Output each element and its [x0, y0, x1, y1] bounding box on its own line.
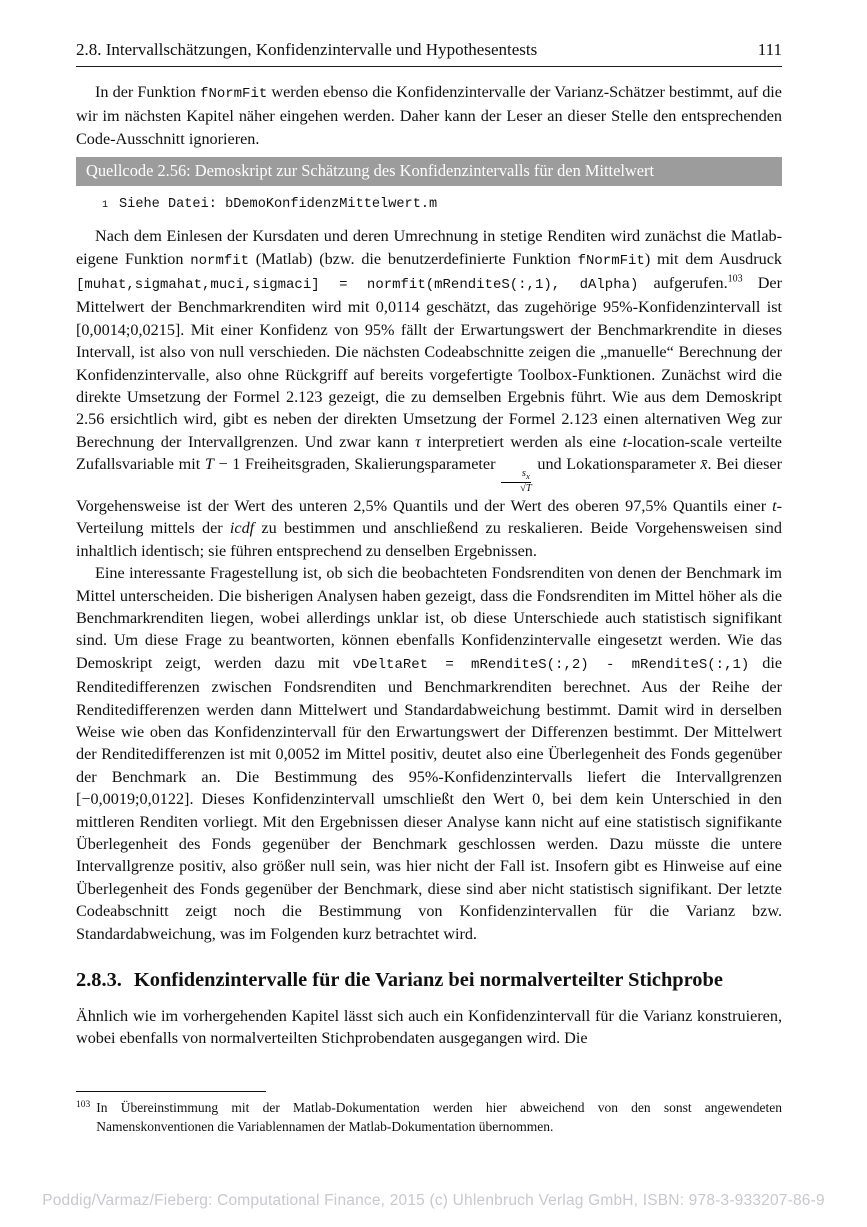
chapter-title: 2.8. Intervallschätzungen, Konfidenzintervalle und Hypothesentests	[76, 40, 538, 59]
code-caption: Quellcode 2.56: Demoskript zur Schätzung des Konfidenzintervalls für den Mittelwert	[86, 161, 655, 181]
section-title: Konfidenzintervalle für die Varianz bei normalverteilter Stichprobe	[133, 969, 723, 992]
page-footer-credit: Poddig/Varmaz/Fieberg: Computational Finance, 2015 (c) Uhlenbruch Verlag GmbH, ISBN: 978-3-933207-86-9	[42, 1192, 825, 1209]
fraction-scale-parameter: $\frac{s_x}{√T}$	[500, 468, 533, 495]
footnote	[76, 1091, 782, 1136]
code-listing	[102, 197, 782, 212]
running-header	[76, 40, 782, 67]
section-heading	[76, 969, 782, 992]
footnote-rule	[76, 1091, 266, 1092]
page-number: 111	[757, 40, 782, 59]
code-line-number: 1	[102, 200, 109, 212]
code-line: Siehe Datei: bDemoKonfidenzMittelwert.m	[119, 197, 438, 213]
paragraph-variance-intro: Ähnlich wie im vorhergehenden Kapitel lässt sich auch ein Konfidenzintervall für die Varianz konstruieren, wobei ebenfalls von normalverteilten Stichprobendaten ausgegangen wird. Die	[76, 1007, 782, 1048]
section-number: 2.8.3.	[76, 969, 122, 992]
paragraph-return-differences: Eine interessante Fragestellung ist, ob sich die beobachteten Fondsrenditen von denen der Benchmark im Mittel unterscheiden. Die bisherigen Analysen haben gezeigt, dass die Fondsrenditen im Mittel höher als die Benchmarkrenditen liegen, wobei allerdings unklar ist, ob diese Unterschiede auch statistisch signifikant sind. Um diese Frage zu beantworten, können ebenfalls Konfidenzintervalle eingesetzt werden. Wie das Demoskript zeigt, werden dazu mit vDeltaRet = mRenditeS(:,2) - mRenditeS(:,1) die Renditedifferenzen zwischen Fondsrenditen und Benchmarkrenditen berechnet. Aus der Reihe der Renditedifferenzen werden dann Mittelwert und Standardabweichung bestimmt. Damit wird in derselben Weise wie oben das Konfidenzintervall für den Erwartungswert der Differenzen bestimmt. Der Mittelwert der Renditedifferenzen ist mit 0,0052 im Mittel positiv, deutet also eine Überlegenheit des Fonds gegenüber der Benchmark an. Die Bestimmung des 95%-Konfidenzintervalls liefert die Intervallgrenzen [−0,0019;0,0122]. Dieses Konfidenzintervall umschließt den Wert 0, bei dem kein Unterschied in den mittleren Renditen vorliegt. Mit den Ergebnissen dieser Analyse kann nicht auf eine statistisch signifikante Überlegenheit des Fonds gegenüber der Benchmark geschlossen werden. Dazu müsste die untere Intervallgrenze positiv, also größer null sein, was hier nicht der Fall ist. Insofern gibt es Hinweise auf eine Überlegenheit des Fonds gegenüber der Benchmark, diese sind aber nicht statistisch signifikant. Der letzte Codeabschnitt zeigt noch die Bestimmung von Konfidenzintervallen für die Varianz bzw. Standardabweichung, was im Folgenden kurz betrachtet wird.	[76, 564, 782, 943]
code-caption-banner	[76, 157, 782, 186]
paragraph-mean-estimation: Nach dem Einlesen der Kursdaten und deren Umrechnung in stetige Renditen wird zunächst die Matlab-eigene Funktion normfit (Matlab) (bzw. die benutzerdefinierte Funktion fNormFit) mit dem Ausdruck [muhat,sigmahat,muci,sigmaci] = normfit(mRenditeS(:,1), dAlpha) aufgerufen.$^{103}$ Der Mittelwert der Benchmarkrenditen wird mit 0,0114 geschätzt, das zugehörige 95%-Konfidenzintervall ist [0,0014;0,0215]. Mit einer Konfidenz von 95% fällt der Erwartungswert der Benchmarkrendite in dieses Intervall, ist also von null verschieden. Die nächsten Codeabschnitte zeigen die „manuelle“ Berechnung der Konfidenzintervalle, also ohne Rückgriff auf bereits vorgefertigte Toolbox-Funktionen. Zunächst wird die direkte Umsetzung der Formel 2.123 gezeigt, die zu demselben Ergebnis führt. Wie aus dem Demoskript 2.56 ersichtlich wird, gibt es neben der direkten Umsetzung der Formel 2.123 einen alternativen Weg zur Berechnung der Intervallgrenzen. Und zwar kann τ interpretiert werden als eine t-location-scale verteilte Zufallsvariable mit T − 1 Freiheitsgraden, Skalierungsparameter $\frac{s_x}{√T}$ und Lokationsparameter x̄. Bei dieser Vorgehensweise ist der Wert des unteren 2,5% Quantils und der Wert des oberen 97,5% Quantils einer t-Verteilung mittels der icdf zu bestimmen und anschließend zu reskalieren. Beide Vorgehensweisen sind inhaltlich identisch; sie führen entsprechend zu denselben Ergebnissen.	[76, 227, 782, 560]
paragraph-intro: In der Funktion fNormFit werden ebenso die Konfidenzintervalle der Varianz-Schätzer bestimmt, auf die wir im nächsten Kapitel näher eingehen werden. Daher kann der Leser an dieser Stelle den entsprechenden Code-Ausschnitt ignorieren.	[76, 83, 782, 148]
footnote-marker: 103	[76, 1100, 91, 1110]
footnote-text: In Übereinstimmung mit der Matlab-Dokumentation werden hier abweichend von den sonst angewendeten Namenskonventionen die Variablennamen der Matlab-Dokumentation übernommen.	[96, 1100, 782, 1134]
